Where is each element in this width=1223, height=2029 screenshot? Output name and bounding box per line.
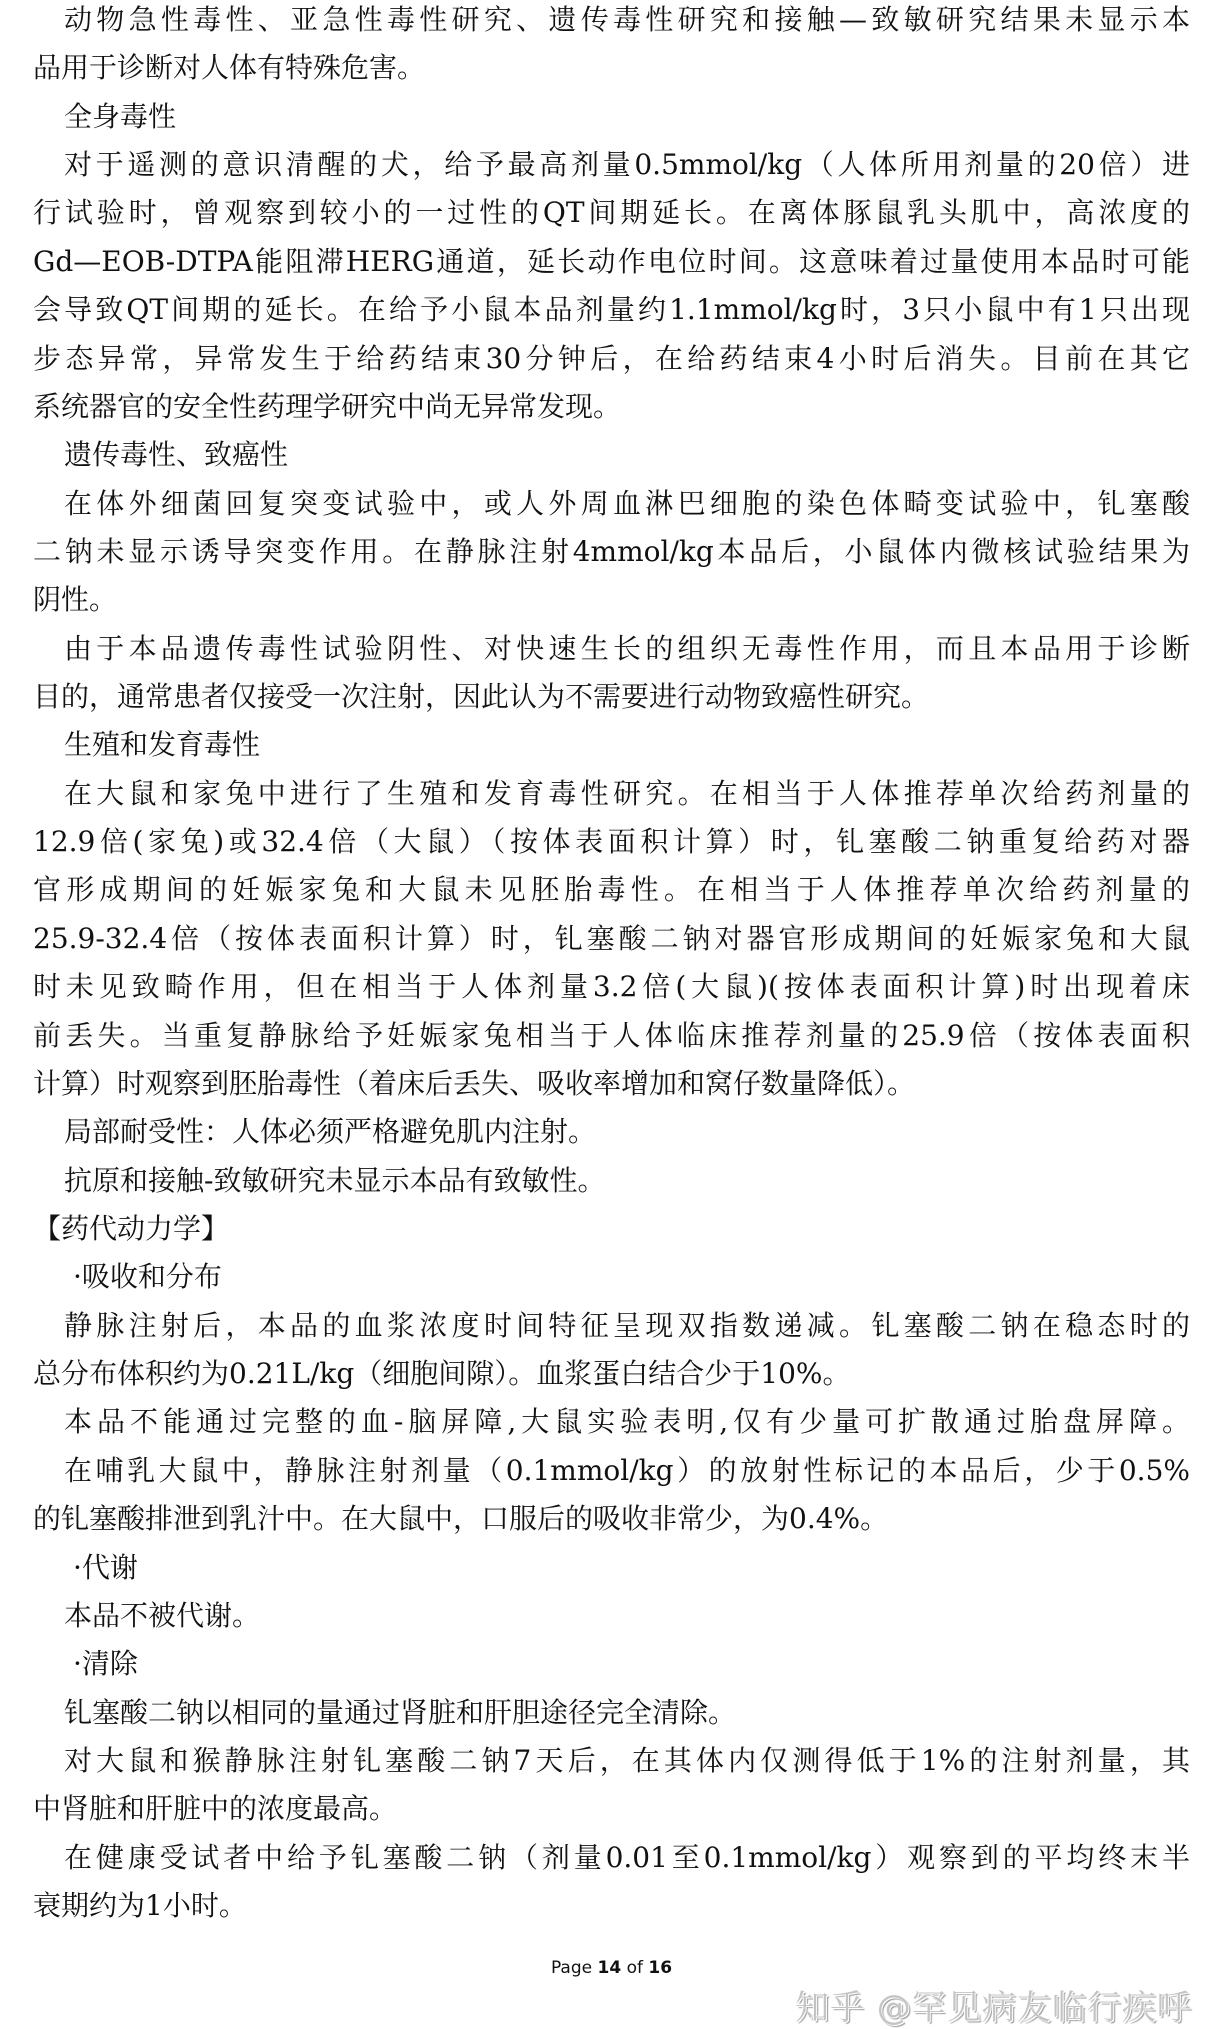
text-line: 本品不被代谢。 xyxy=(64,1598,261,1632)
page-footer xyxy=(0,1958,1223,1978)
text-line: 局部耐受性：人体必须严格避免肌内注射。 xyxy=(64,1115,597,1149)
text-line: 25.9-32.4倍（按体表面积计算）时，钆塞酸二钠对器官形成期间的妊娠家兔和大鼠 xyxy=(33,921,1190,955)
text-line: ·代谢 xyxy=(73,1550,138,1584)
text-line: 总分布体积约为0.21L/kg（细胞间隙）。血浆蛋白结合少于10%。 xyxy=(33,1357,851,1391)
text-line: ·吸收和分布 xyxy=(73,1260,222,1294)
text-line: 的钆塞酸排泄到乳汁中。在大鼠中，口服后的吸收非常少，为0.4%。 xyxy=(33,1502,889,1536)
text-line: 会导致QT间期的延长。在给予小鼠本品剂量约1.1mmol/kg时，3只小鼠中有1只出现 xyxy=(33,293,1190,327)
text-line: Gd—EOB-DTPA能阻滞HERG通道，延长动作电位时间。这意味着过量使用本品时可能 xyxy=(33,244,1190,278)
text-line: 动物急性毒性、亚急性毒性研究、遗传毒性研究和接触—致敏研究结果未显示本 xyxy=(64,3,1190,36)
text-line: 步态异常，异常发生于给药结束30分钟后，在给药结束4小时后消失。目前在其它 xyxy=(33,341,1190,375)
text-line: 对大鼠和猴静脉注射钆塞酸二钠7天后，在其体内仅测得低于1%的注射剂量，其 xyxy=(64,1743,1190,1777)
page-label: Page xyxy=(550,1958,593,1978)
text-line: 由于本品遗传毒性试验阴性、对快速生长的组织无毒性作用，而且本品用于诊断 xyxy=(64,631,1190,665)
text-line: 时未见致畸作用，但在相当于人体剂量3.2倍(大鼠)(按体表面积计算)时出现着床 xyxy=(33,970,1190,1004)
text-line: 对于遥测的意识清醒的犬，给予最高剂量0.5mmol/kg（人体所用剂量的20倍）进 xyxy=(64,148,1190,182)
text-line: 抗原和接触-致敏研究未显示本品有致敏性。 xyxy=(64,1163,606,1197)
text-line: 在哺乳大鼠中，静脉注射剂量（0.1mmol/kg）的放射性标记的本品后，少于0.5% xyxy=(64,1453,1190,1487)
text-line: 在健康受试者中给予钆塞酸二钠（剂量0.01至0.1mmol/kg）观察到的平均终末半 xyxy=(64,1840,1190,1874)
text-line: 遗传毒性、致癌性 xyxy=(64,438,289,472)
text-line: 静脉注射后，本品的血浆浓度时间特征呈现双指数递减。钆塞酸二钠在稳态时的 xyxy=(64,1308,1190,1342)
text-line: 本品不能通过完整的血-脑屏障,大鼠实验表明,仅有少量可扩散通过胎盘屏障。 xyxy=(64,1405,1190,1439)
text-line: 系统器官的安全性药理学研究中尚无异常发现。 xyxy=(33,389,622,423)
text-line: 【药代动力学】 xyxy=(33,1211,230,1245)
text-line: 行试验时，曾观察到较小的一过性的QT间期延长。在离体豚鼠乳头肌中，高浓度的 xyxy=(33,196,1190,230)
page-total: 16 xyxy=(648,1958,673,1978)
text-line: 生殖和发育毒性 xyxy=(64,728,261,762)
document-body xyxy=(33,0,1190,1930)
text-line: 中肾脏和肝脏中的浓度最高。 xyxy=(33,1792,398,1826)
page-number: 14 xyxy=(597,1958,622,1978)
page-of-label: of xyxy=(626,1958,643,1978)
text-line: 目的，通常患者仅接受一次注射，因此认为不需要进行动物致癌性研究。 xyxy=(33,680,930,714)
text-line: 衰期约为1小时。 xyxy=(33,1889,247,1923)
text-line: 阴性。 xyxy=(33,583,118,617)
text-line: 品用于诊断对人体有特殊危害。 xyxy=(33,51,426,85)
watermark: 知乎 @罕见病友临行疾呼 xyxy=(795,1988,1192,2028)
text-line: 官形成期间的妊娠家兔和大鼠未见胚胎毒性。在相当于人体推荐单次给药剂量的 xyxy=(33,873,1190,907)
text-line: 在体外细菌回复突变试验中，或人外周血淋巴细胞的染色体畸变试验中，钆塞酸 xyxy=(64,486,1190,520)
text-line: 全身毒性 xyxy=(64,99,177,133)
text-line: 在大鼠和家兔中进行了生殖和发育毒性研究。在相当于人体推荐单次给药剂量的 xyxy=(64,776,1190,810)
text-line: 二钠未显示诱导突变作用。在静脉注射4mmol/kg本品后，小鼠体内微核试验结果为 xyxy=(33,534,1190,568)
text-line: 12.9倍(家兔)或32.4倍（大鼠）（按体表面积计算）时，钆塞酸二钠重复给药对器 xyxy=(33,825,1190,859)
text-line: ·清除 xyxy=(73,1647,138,1681)
text-line: 前丢失。当重复静脉给予妊娠家兔相当于人体临床推荐剂量的25.9倍（按体表面积 xyxy=(33,1018,1190,1052)
text-line: 钆塞酸二钠以相同的量通过肾脏和肝胆途径完全清除。 xyxy=(64,1695,737,1729)
text-line: 计算）时观察到胚胎毒性（着床后丢失、吸收率增加和窝仔数量降低）。 xyxy=(33,1066,916,1100)
